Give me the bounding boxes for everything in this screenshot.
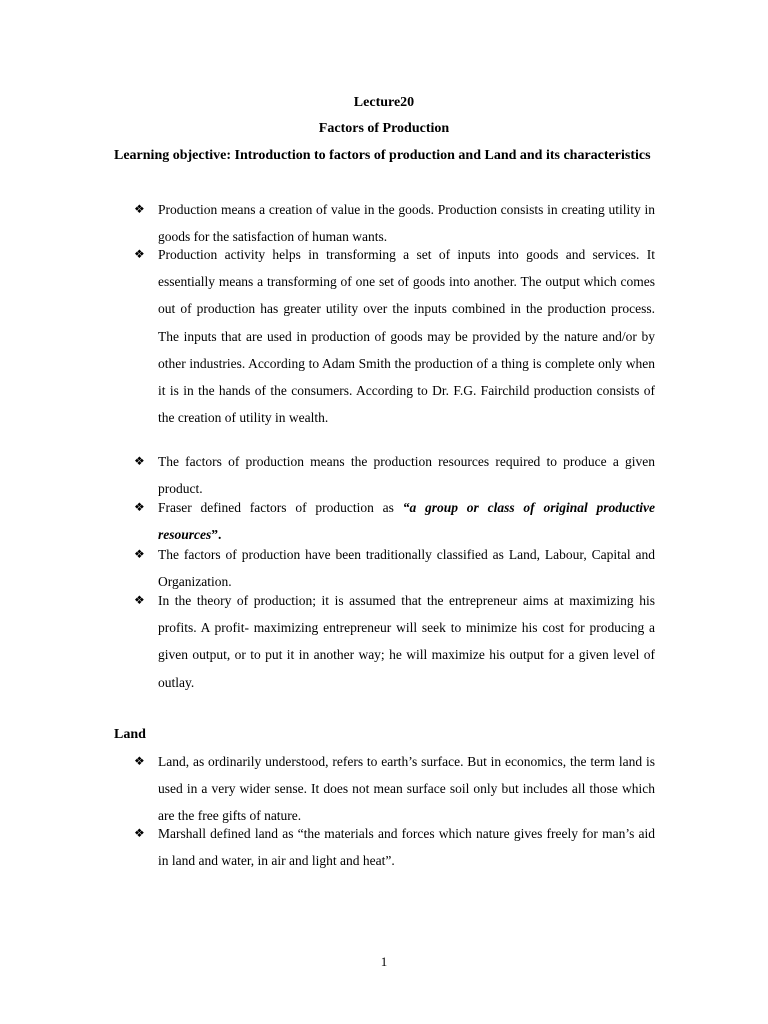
bullet-production-activity	[134, 241, 655, 431]
bullet-diamond-icon: ❖	[134, 202, 145, 216]
bullet-marshall-definition	[134, 820, 655, 874]
bullet-diamond-icon: ❖	[134, 826, 145, 840]
bullet-diamond-icon: ❖	[134, 247, 145, 261]
bullet-text: Production activity helps in transforming a set of inputs into goods and services. It essentially means a transforming of one set of goods into another. The output which comes out of production has greater utility over the inputs combined in the production process. The inputs that are used in production of goods may be provided by the nature and/or by other industries. According to Adam Smith the production of a thing is complete only when it is in the hands of the consumers. According to Dr. F.G. Fairchild production consists of the creation of utility in wealth.	[158, 247, 655, 426]
bullet-text: The factors of production have been traditionally classified as Land, Labour, Capital and Organization.	[158, 547, 655, 590]
bullet-text: Land, as ordinarily understood, refers to earth’s surface. But in economics, the term land is used in a very wider sense. It does not mean surface soil only but includes all those which are the free gifts of nature.	[158, 754, 655, 824]
page-title: Factors of Production	[318, 121, 450, 136]
bullet-diamond-icon: ❖	[134, 593, 145, 607]
lecture-number: Lecture20	[353, 95, 415, 110]
page-number: 1	[380, 954, 388, 969]
learning-objective: Learning objective: Introduction to factors of production and Land and its characteristics	[114, 148, 651, 163]
bullet-diamond-icon: ❖	[134, 454, 145, 468]
bullet-text-prefix: Fraser defined factors of production as	[158, 500, 403, 515]
bullet-quote: “a group or class of original productive resources	[158, 500, 655, 543]
bullet-diamond-icon: ❖	[134, 500, 145, 514]
bullet-quote-end: ”.	[211, 527, 222, 543]
bullet-text: Marshall defined land as “the materials and forces which nature gives freely for man’s aid in land and water, in air and light and heat”.	[158, 826, 655, 869]
bullet-text: Production means a creation of value in the goods. Production consists in creating utility in goods for the satisfaction of human wants.	[158, 202, 655, 245]
bullet-theory-of-production	[134, 587, 655, 696]
section-heading-land: Land	[114, 727, 146, 742]
bullet-text: In the theory of production; it is assumed that the entrepreneur aims at maximizing his profits. A profit- maximizing entrepreneur will seek to minimize his cost for producing a given output, or to put it in another way; he will maximize his output for a given level of outlay.	[158, 593, 655, 690]
bullet-land-definition	[134, 748, 655, 830]
bullet-text: The factors of production means the production resources required to produce a given product.	[158, 454, 655, 497]
bullet-diamond-icon: ❖	[134, 754, 145, 768]
bullet-diamond-icon: ❖	[134, 547, 145, 561]
